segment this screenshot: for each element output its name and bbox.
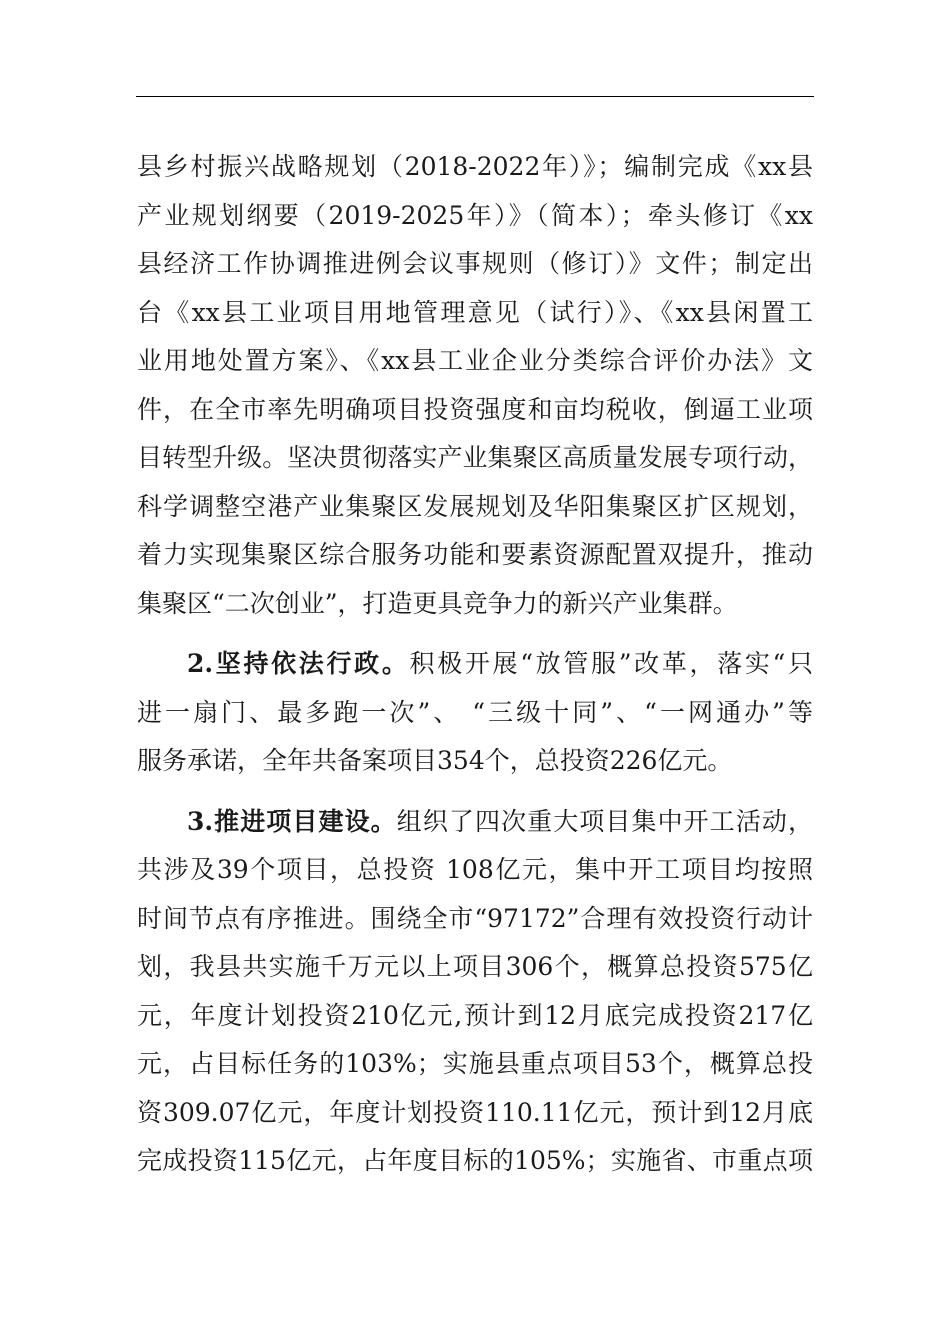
- paragraph-3: [137, 798, 813, 1186]
- text-line: 县经济工作协调推进例会议事规则（修订）》文件；制定出: [137, 249, 813, 278]
- header-rule: [136, 96, 814, 97]
- text-line: 集聚区“二次创业”，打造更具竞争力的新兴产业集群。: [137, 588, 738, 618]
- paragraph-2: [137, 640, 813, 786]
- text-line: 服务承诺，全年共备案项目354个，总投资226亿元。: [137, 746, 733, 775]
- paragraph-2-heading: 2.坚持依法行政。: [187, 649, 410, 678]
- text-line: 台《xx县工业项目用地管理意见（试行）》、《xx县闲置工: [137, 297, 813, 327]
- text-run: 组织了四次重大项目集中开工活动，: [396, 806, 813, 836]
- text-line: 时间节点有序推进。围绕全市“97172”合理有效投资行动计: [137, 903, 813, 933]
- paragraph-3-first-line: [137, 798, 813, 847]
- text-line: 件，在全市率先明确项目投资强度和亩均税收，倒逼工业项: [137, 394, 813, 424]
- text-line: 产业规划纲要（2019-2025年）》（简本）；牵头修订《xx: [137, 200, 813, 230]
- paragraph-3-heading: 3.推进项目建设。: [187, 806, 397, 836]
- text-line: 划，我县共实施千万元以上项目306个，概算总投资575亿: [137, 952, 813, 981]
- text-line: 元，占目标任务的103%；实施县重点项目53个，概算总投: [137, 1049, 813, 1078]
- text-line: 县乡村振兴战略规划（2018-2022年）》；编制完成《xx县: [137, 152, 813, 181]
- text-line: 完成投资115亿元，占年度目标的105%；实施省、市重点项: [137, 1146, 813, 1175]
- text-line: 着力实现集聚区综合服务功能和要素资源配置双提升，推动: [137, 540, 813, 569]
- paragraph-2-first-line: [137, 640, 813, 689]
- text-line: 资309.07亿元，年度计划投资110.11亿元，预计到12月底: [137, 1097, 813, 1127]
- text-line: 业用地处置方案》、《xx县工业企业分类综合评价办法》文: [137, 346, 813, 375]
- text-run: 积极开展“放管服”改革，落实“只: [409, 649, 813, 678]
- text-line: 科学调整空港产业集聚区发展规划及华阳集聚区扩区规划，: [137, 491, 813, 521]
- document-body: [137, 143, 813, 1186]
- text-line: 元，年度计划投资210亿元,预计到12月底完成投资217亿: [137, 1000, 813, 1030]
- paragraph-1: [137, 143, 813, 628]
- text-line: 共涉及39个项目，总投资 108亿元，集中开工项目均按照: [137, 855, 813, 884]
- text-line: 进一扇门、最多跑一次”、 “三级十同”、“一网通办”等: [137, 697, 813, 727]
- text-line: 目转型升级。坚决贯彻落实产业集聚区高质量发展专项行动，: [137, 443, 813, 472]
